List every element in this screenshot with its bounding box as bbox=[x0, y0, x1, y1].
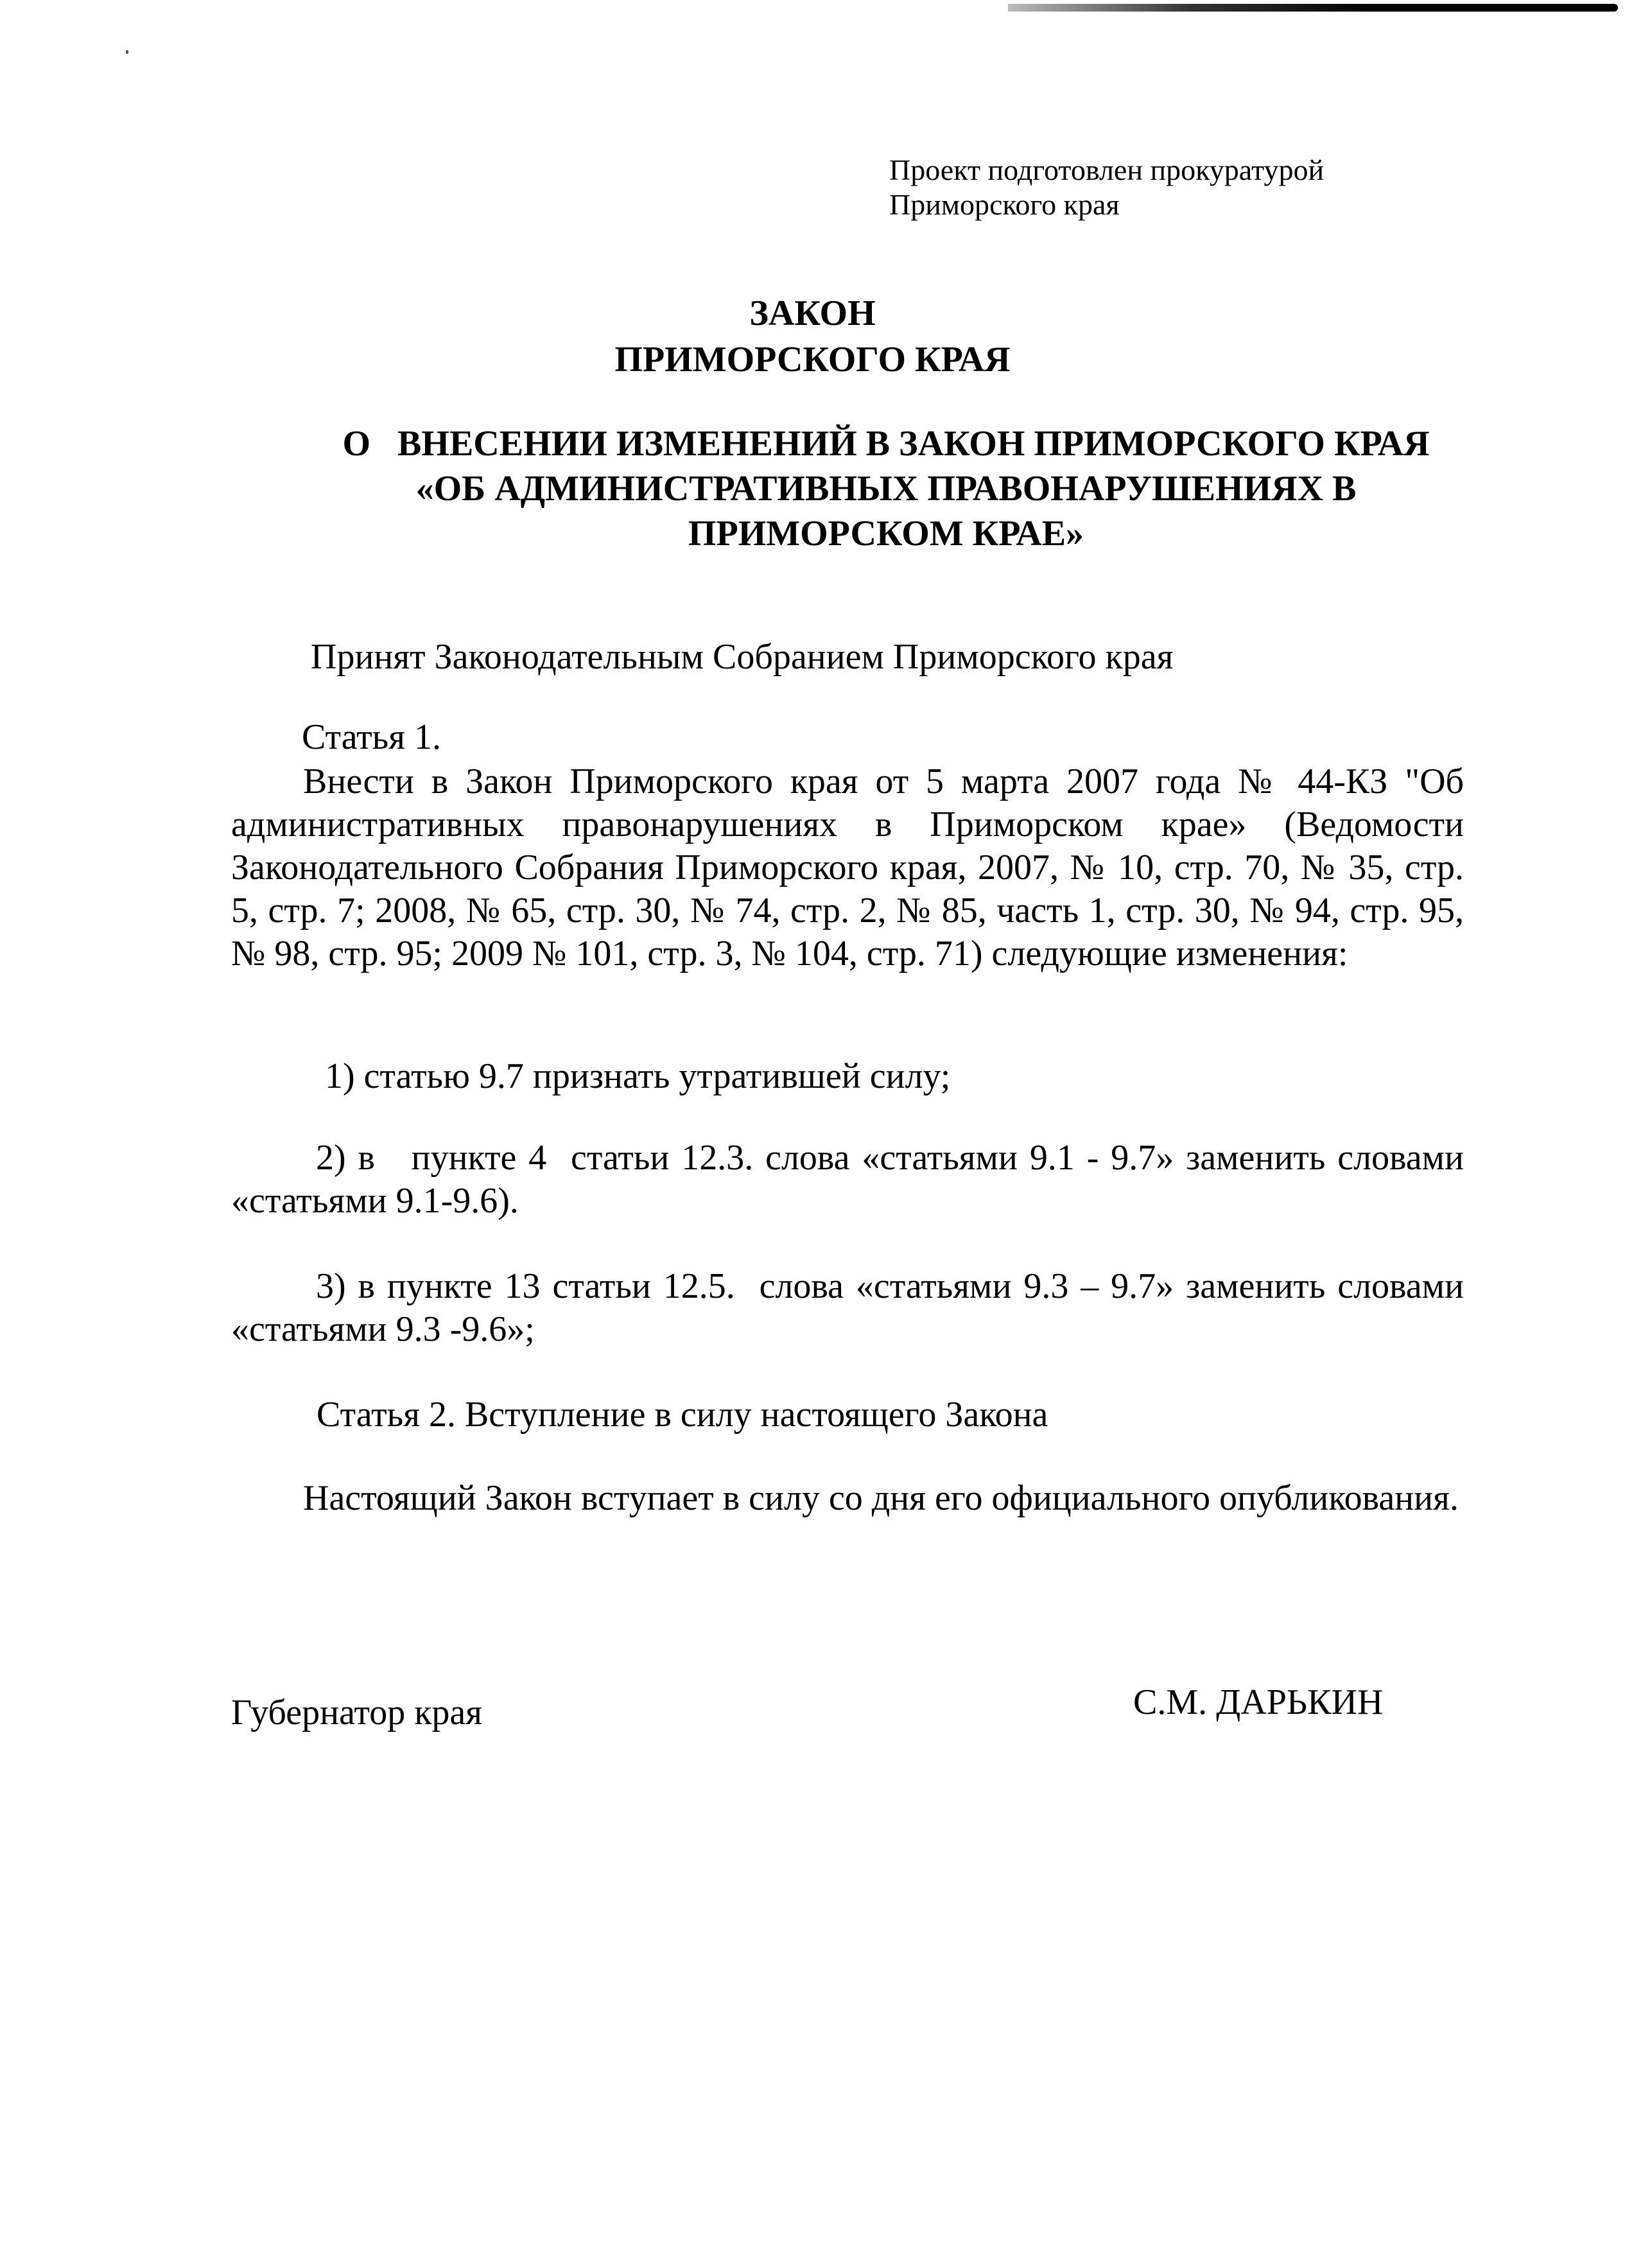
law-title bbox=[321, 421, 1451, 556]
signature-name: С.М. ДАРЬКИН bbox=[1133, 1682, 1384, 1722]
amendment-item-1: 1) статью 9.7 признать утратившей силу; bbox=[325, 1056, 951, 1096]
amendment-item-2: 2) в пункте 4 статьи 12.3. слова «статьями 9.1 - 9.7» заменить словами «статьями 9.1-9.6). bbox=[231, 1138, 1473, 1221]
heading-line-2: ПРИМОРСКОГО КРАЯ bbox=[614, 340, 1011, 379]
title-line-2: «ОБ АДМИНИСТРАТИВНЫХ ПРАВОНАРУШЕНИЯХ В bbox=[415, 469, 1357, 509]
scan-edge-line bbox=[1008, 4, 1618, 12]
title-line-3: ПРИМОРСКОМ КРАЕ» bbox=[688, 514, 1084, 554]
prepared-by-line-1: Проект подготовлен прокуратурой bbox=[889, 153, 1325, 186]
law-heading bbox=[0, 290, 1625, 383]
adopted-line: Принят Законодательным Собранием Приморского края bbox=[311, 637, 1174, 677]
article-2-heading: Статья 2. Вступление в силу настоящего Закона bbox=[317, 1395, 1048, 1435]
prepared-by-line-2: Приморского края bbox=[889, 188, 1120, 221]
article-1-text: Внести в Закон Приморского края от 5 марта 2007 года № 44-КЗ "Об административных правонарушениях в Приморском крае» (Ведомости Законодательного Собрания Приморского края, 2007, № 10, стр. 70, № 35, стр. 5, стр. 7; 2008, № 65, стр. 30, № 74, стр. 2, № 85, часть 1, стр. 30, № 94, стр. 95, № 98, стр. 95; 2009 № 101, стр. 3, № 104, стр. 71) следующие изменения: bbox=[231, 762, 1464, 973]
prepared-by-note bbox=[889, 153, 1324, 222]
article-1-heading: Статья 1. bbox=[302, 717, 441, 757]
title-line-1: О ВНЕСЕНИИ ИЗМЕНЕНИЙ В ЗАКОН ПРИМОРСКОГО КРАЯ bbox=[342, 424, 1430, 464]
amendment-item-3: 3) в пункте 13 статьи 12.5. слова «статьями 9.3 – 9.7» заменить словами «статьями 9.3 -9.6»; bbox=[231, 1266, 1473, 1349]
heading-line-1: ЗАКОН bbox=[749, 293, 876, 333]
article-2-text: Настоящий Закон вступает в силу со дня его официального опубликования. bbox=[303, 1478, 1459, 1518]
scan-speck bbox=[126, 50, 128, 54]
signature-position: Губернатор края bbox=[231, 1693, 483, 1732]
